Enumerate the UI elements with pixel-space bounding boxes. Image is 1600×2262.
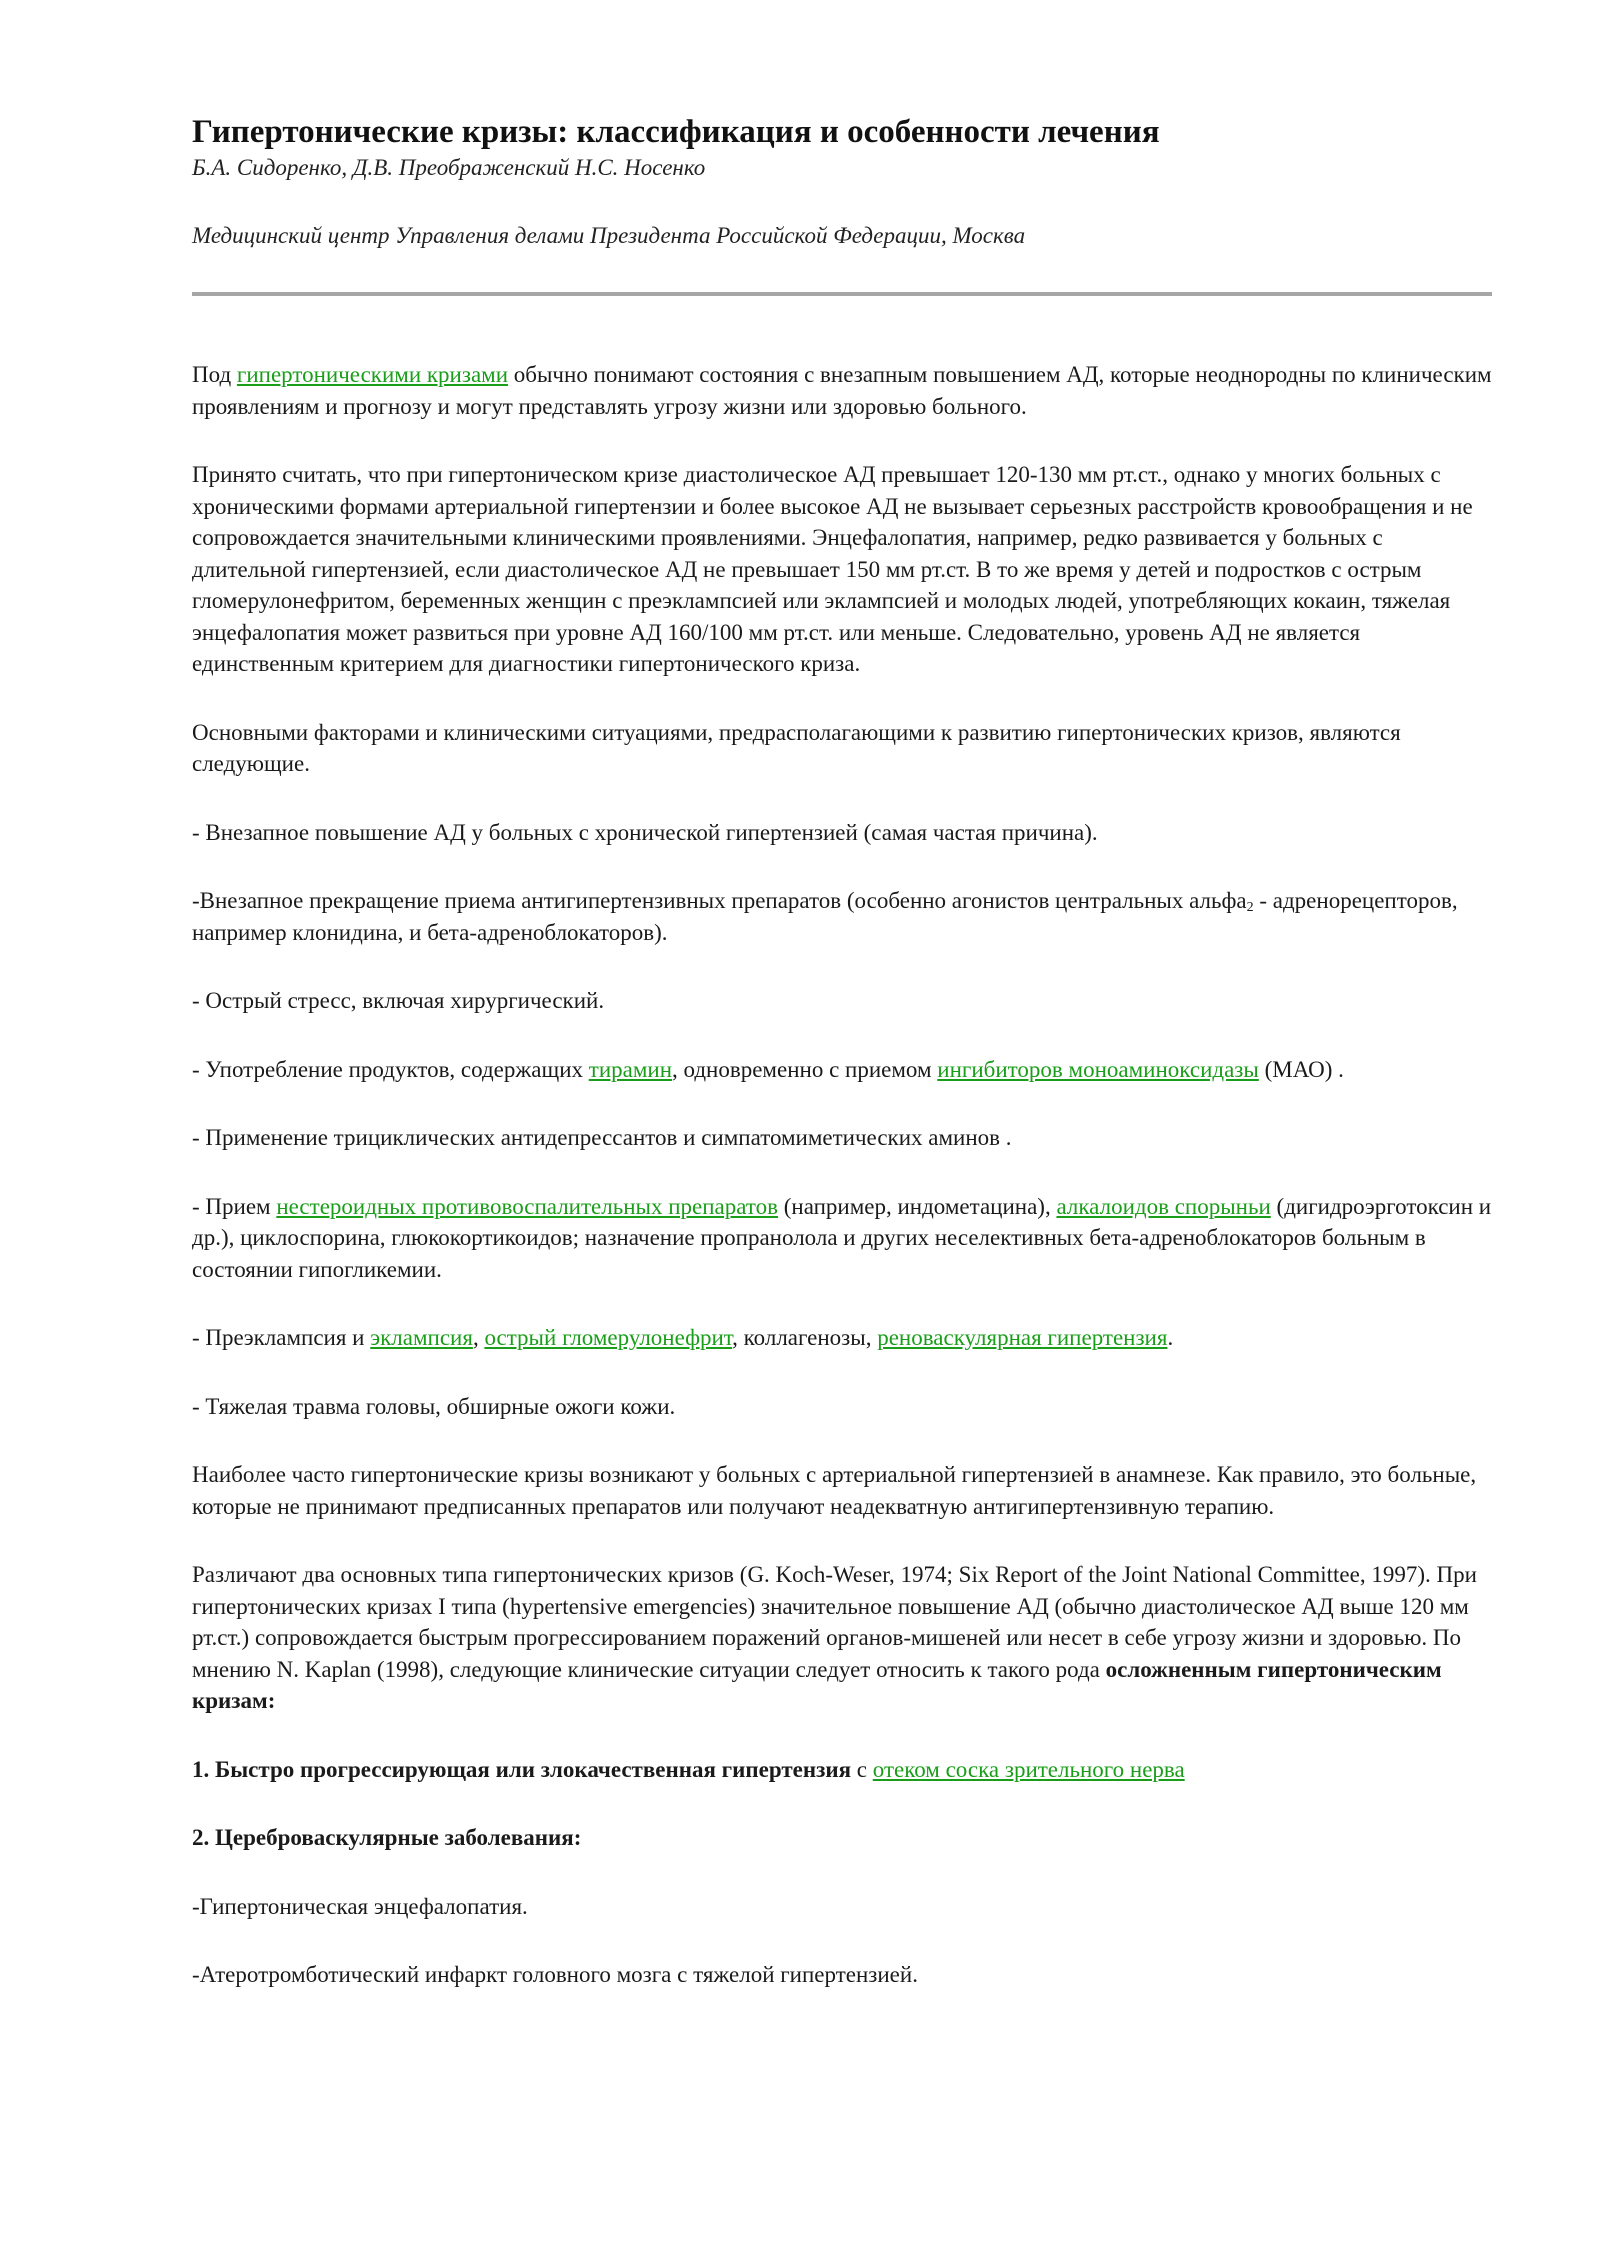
link-nsaids[interactable]: нестероидных противовоспалительных препаратов xyxy=(276,1193,778,1219)
list-item-sudden-rise: - Внезапное повышение АД у больных с хронической гипертензией (самая частая причина). xyxy=(192,819,1098,845)
header-divider xyxy=(192,292,1492,296)
paragraph-crisis-types: Различают два основных типа гипертонических кризов (G. Koch-Weser, 1974; Six Report of the Joint National Committee, 1997). При гипертонических кризах I типа (hypertensive emergencies) значительное повышение АД (обычно диастолическое АД выше 120 мм рт.ст.) сопровождается быстрым прогрессированием поражений органов-мишеней или несет в себе угрозу жизни и здоровью. По мнению N. Kaplan (1998), следующие клинические ситуации следует относить к такого рода осложненным гипертоническим кризам: xyxy=(192,1562,1477,1713)
list-item-cerebrovascular: 2. Цереброваскулярные заболевания: xyxy=(192,1825,582,1850)
link-glomerulonephritis[interactable]: острый гломерулонефрит xyxy=(484,1325,733,1350)
list-item-encephalopathy: -Гипертоническая энцефалопатия. xyxy=(192,1893,528,1919)
link-ergot-alkaloids[interactable]: алкалоидов спорыньи xyxy=(1056,1193,1271,1219)
authors-line: Б.А. Сидоренко, Д.В. Преображенский Н.С. Носенко xyxy=(192,155,706,180)
list-item-tricyclic: - Применение трициклических антидепрессантов и симпатомиметических аминов . xyxy=(192,1125,1012,1150)
document-page xyxy=(192,112,1492,2028)
list-item-preeclampsia: - Преэклампсия и эклампсия, острый гломерулонефрит, коллагенозы, реноваскулярная гипертензия. xyxy=(192,1325,1174,1350)
paragraph-intro: Под гипертоническими кризами обычно понимают состояния с внезапным повышением АД, которые неоднородны по клиническим проявлениям и прогнозу и могут представлять угрозу жизни или здоровью больного. xyxy=(192,362,1492,419)
list-item-head-trauma: - Тяжелая травма головы, обширные ожоги кожи. xyxy=(192,1393,676,1419)
list-item-acute-stress: - Острый стресс, включая хирургический. xyxy=(192,988,605,1013)
list-item-tyramine: - Употребление продуктов, содержащих тирамин, одновременно с приемом ингибиторов моноаминоксидазы (МАО) . xyxy=(192,1056,1344,1082)
link-mao-inhibitors[interactable]: ингибиторов моноаминоксидазы xyxy=(937,1056,1259,1082)
page-title: Гипертонические кризы: классификация и особенности лечения xyxy=(192,114,1160,150)
link-papilledema[interactable]: отеком соска зрительного нерва xyxy=(872,1756,1185,1782)
list-item-drug-withdrawal: -Внезапное прекращение приема антигипертензивных препаратов (особенно агонистов центральных альфа$_2$ - адренорецепторов, например клонидина, и бета-адреноблокаторов). xyxy=(192,888,1458,945)
link-hypertensive-crises[interactable]: гипертоническими кризами xyxy=(236,362,509,387)
link-tyramine[interactable]: тирамин xyxy=(588,1056,673,1082)
paragraph-factors-intro: Основными факторами и клиническими ситуациями, предрасполагающими к развитию гипертонических кризов, являются следующие. xyxy=(192,719,1401,776)
list-item-nsaids: - Прием нестероидных противовоспалительных препаратов (например, индометацина), алкалоидов спорыньи (дигидроэрготоксин и др.), циклоспорина, глюкокортикоидов; назначение пропранолола и других неселективных бета-адреноблокаторов больным в состоянии гипогликемии. xyxy=(192,1193,1492,1282)
paragraph-diastolic: Принято считать, что при гипертоническом кризе диастолическое АД превышает 120-130 мм рт.ст., однако у многих больных с хроническими формами артериальной гипертензии и более высокое АД не вызывает серьезных расстройств кровообращения и не сопровождается значительными клиническими проявлениями. Энцефалопатия, например, редко развивается у больных с длительной гипертензией, если диастолическое АД не превышает 150 мм рт.ст. В то же время у детей и подростков с острым гломерулонефритом, беременных женщин с преэклампсией или эклампсией и молодых людей, употребляющих кокаин, тяжелая энцефалопатия может развиться при уровне АД 160/100 мм рт.ст. или меньше. Следовательно, уровень АД не является единственным критерием для диагностики гипертонического криза. xyxy=(192,462,1473,676)
article-body xyxy=(192,359,1492,1991)
affiliation-line: Медицинский центр Управления делами Президента Российской Федерации, Москва xyxy=(192,223,1026,248)
list-item-malignant-hypertension: 1. Быстро прогрессирующая или злокачественная гипертензия с отеком соска зрительного нерва xyxy=(192,1756,1185,1782)
paragraph-history: Наиболее часто гипертонические кризы возникают у больных с артериальной гипертензией в анамнезе. Как правило, это больные, которые не принимают предписанных препаратов или получают неадекватную антигипертензивную терапию. xyxy=(192,1462,1477,1519)
link-eclampsia[interactable]: эклампсия xyxy=(370,1325,473,1350)
link-renovascular-hypertension[interactable]: реноваскулярная гипертензия xyxy=(877,1325,1168,1350)
list-item-atherothrombotic-infarct: -Атеротромботический инфаркт головного мозга с тяжелой гипертензией. xyxy=(192,1962,918,1987)
